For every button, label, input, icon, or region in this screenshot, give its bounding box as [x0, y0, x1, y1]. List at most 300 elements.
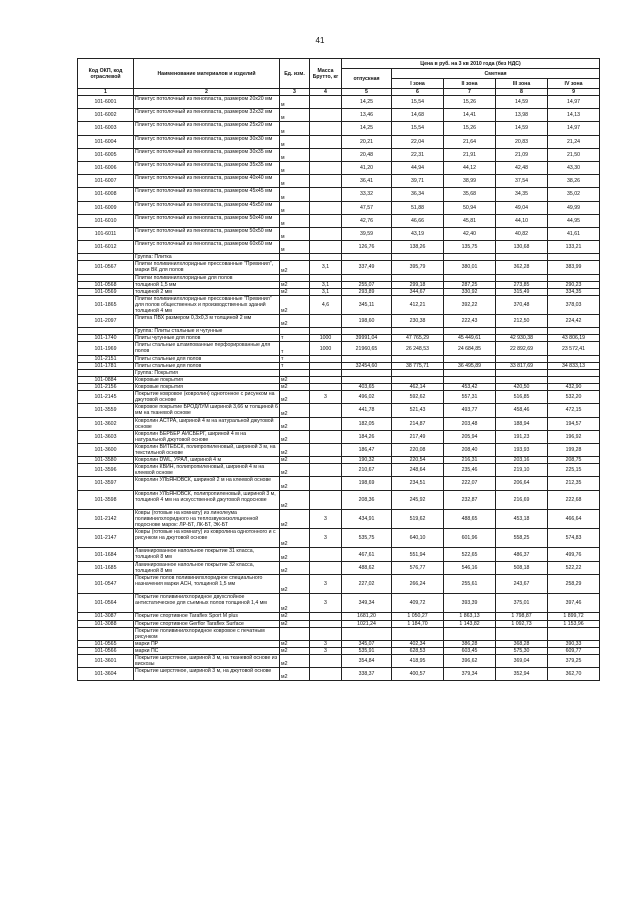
- cell-unit: м2: [280, 295, 310, 314]
- cell-z4: 43 806,19: [548, 335, 600, 342]
- cell-unit: м2: [280, 548, 310, 561]
- cell-p: [342, 369, 392, 376]
- cell-code: 101-6005: [78, 148, 134, 161]
- cell-name: Плитки поливинилхлоридные прессованные "Превинил" для полов общественных и производственных зданий толщиной 4 мм: [134, 295, 280, 314]
- cell-unit: м: [280, 214, 310, 227]
- cell-name: Группа: Покрытия: [134, 369, 280, 376]
- cell-z4: 14,97: [548, 96, 600, 109]
- cell-z3: 20,83: [496, 135, 548, 148]
- cell-z4: [548, 369, 600, 376]
- cell-z3: 34,35: [496, 188, 548, 201]
- cell-mass: [310, 627, 342, 640]
- cell-z4: 499,76: [548, 548, 600, 561]
- cell-code: 101-6006: [78, 161, 134, 174]
- table-row: [78, 295, 600, 314]
- col-num: 4: [310, 89, 342, 96]
- cell-z1: 36,34: [392, 188, 444, 201]
- cell-mass: [310, 613, 342, 620]
- cell-z3: [496, 627, 548, 640]
- col-num: 9: [548, 89, 600, 96]
- cell-z2: 45,81: [444, 214, 496, 227]
- cell-z2: 45 449,61: [444, 335, 496, 342]
- cell-code: 101-1684: [78, 548, 134, 561]
- cell-code: 101-3597: [78, 477, 134, 490]
- cell-mass: [310, 417, 342, 430]
- cell-z3: 352,94: [496, 668, 548, 681]
- cell-code: 101-1740: [78, 335, 134, 342]
- cell-z4: 383,99: [548, 261, 600, 274]
- cell-z1: 15,54: [392, 122, 444, 135]
- cell-name: Плинтус потолочный из пенопласта, размером 25х20 мм: [134, 122, 280, 135]
- cell-mass: [310, 548, 342, 561]
- cell-name: Плинтус потолочный из пенопласта, размером 50х40 мм: [134, 214, 280, 227]
- cell-mass: [310, 161, 342, 174]
- cell-name: Покрытие спортивное Gerflor Taraflex Surface: [134, 620, 280, 627]
- cell-mass: [310, 214, 342, 227]
- header-code: Код ОКП, код отраслевой: [78, 59, 134, 89]
- cell-mass: 3: [310, 647, 342, 654]
- cell-z3: 21,09: [496, 148, 548, 161]
- cell-name: Плинтус потолочный из пенопласта, размером 45х45 мм: [134, 188, 280, 201]
- cell-unit: м: [280, 175, 310, 188]
- cell-code: [78, 274, 134, 281]
- col-num: 2: [134, 89, 280, 96]
- cell-name: Плитки поливинилхлоридные для полов: [134, 274, 280, 281]
- cell-z3: 49,04: [496, 201, 548, 214]
- cell-z4: [548, 627, 600, 640]
- cell-z2: [444, 328, 496, 335]
- cell-unit: [280, 274, 310, 281]
- table-row: [78, 668, 600, 681]
- cell-mass: [310, 109, 342, 122]
- cell-unit: м2: [280, 261, 310, 274]
- cell-mass: 3,1: [310, 261, 342, 274]
- cell-z1: 521,43: [392, 404, 444, 417]
- cell-z2: 15,26: [444, 122, 496, 135]
- cell-z3: 369,04: [496, 654, 548, 667]
- cell-p: 210,67: [342, 464, 392, 477]
- cell-code: 101-3601: [78, 654, 134, 667]
- cell-name: Плитки поливинилхлоридные прессованные "Превинил", марки ВК для полов: [134, 261, 280, 274]
- table-row: [78, 574, 600, 593]
- cell-unit: м2: [280, 376, 310, 383]
- table-row: [78, 148, 600, 161]
- table-row: [78, 627, 600, 640]
- cell-z1: 22,31: [392, 148, 444, 161]
- cell-mass: [310, 654, 342, 667]
- cell-z1: [392, 376, 444, 383]
- cell-name: Ковровое покрытие БРОДЛУМ шириной 3,66 м толщиной 6 мм на тканевой основе: [135, 404, 278, 417]
- table-row: [78, 457, 600, 464]
- cell-z4: [548, 274, 600, 281]
- cell-z4: 212,35: [548, 477, 600, 490]
- cell-code: 101-2151: [78, 355, 134, 362]
- cell-name: Покрытие поливинилхлоридное ковровое с печатным рисунком: [134, 627, 280, 640]
- cell-z3: 22 892,69: [496, 342, 548, 355]
- cell-z4: 390,33: [548, 640, 600, 647]
- cell-mass: [310, 148, 342, 161]
- cell-z3: 558,25: [496, 529, 548, 548]
- cell-code: 101-1781: [78, 362, 134, 369]
- cell-p: 198,60: [342, 315, 392, 328]
- cell-z1: 402,34: [392, 640, 444, 647]
- cell-z4: [548, 328, 600, 335]
- cell-z3: [496, 355, 548, 362]
- cell-z2: [444, 376, 496, 383]
- cell-z3: 42,48: [496, 161, 548, 174]
- cell-mass: [310, 384, 342, 391]
- cell-z2: 235,46: [444, 464, 496, 477]
- cell-p: 1021,24: [342, 620, 392, 627]
- cell-name: Ковролин ВИТЕБСК, полипропиленовый, шириной 3 м, на текстильной основе: [134, 443, 280, 456]
- cell-z1: 245,92: [392, 490, 444, 509]
- cell-p: 354,84: [342, 654, 392, 667]
- table-row: [78, 335, 600, 342]
- cell-z4: 1 899,72: [548, 613, 600, 620]
- cell-z4: 466,64: [548, 509, 600, 528]
- cell-unit: [280, 627, 310, 640]
- cell-z4: 379,25: [548, 654, 600, 667]
- cell-z4: 194,57: [548, 417, 600, 430]
- cell-p: 126,76: [342, 241, 392, 254]
- cell-z4: 522,22: [548, 561, 600, 574]
- table-row: [78, 175, 600, 188]
- cell-mass: [310, 404, 342, 417]
- cell-mass: [310, 355, 342, 362]
- cell-z4: 14,13: [548, 109, 600, 122]
- cell-mass: [310, 188, 342, 201]
- cell-p: 41,20: [342, 161, 392, 174]
- table-row: [78, 548, 600, 561]
- cell-z2: 603,45: [444, 647, 496, 654]
- cell-z1: 43,19: [392, 227, 444, 240]
- cell-code: 101-0547: [78, 574, 134, 593]
- cell-unit: м: [280, 109, 310, 122]
- cell-z2: 453,42: [444, 384, 496, 391]
- cell-p: [342, 328, 392, 335]
- cell-code: 101-3598: [78, 490, 134, 509]
- cell-unit: м2: [280, 281, 310, 288]
- header-zone-3: III зона: [496, 79, 548, 89]
- cell-z1: 592,62: [392, 391, 444, 404]
- cell-z3: 188,94: [496, 417, 548, 430]
- cell-p: 535,75: [342, 529, 392, 548]
- cell-z2: 15,26: [444, 96, 496, 109]
- cell-z2: 203,48: [444, 417, 496, 430]
- table-row: [78, 135, 600, 148]
- table-row: [78, 362, 600, 369]
- cell-name: Ковролин УЛЬЯНОВСК, шириной 2 м на клеевой основе: [134, 477, 280, 490]
- cell-p: 337,49: [342, 261, 392, 274]
- cell-name: Покрытие поливинилхлоридное двухслойное антистатическое для съемных полов толщиной 1,4 мм: [134, 594, 280, 613]
- table-row: [78, 261, 600, 274]
- cell-z4: 21,24: [548, 135, 600, 148]
- cell-unit: м2: [280, 464, 310, 477]
- cell-code: 101-6002: [78, 109, 134, 122]
- cell-mass: [310, 376, 342, 383]
- cell-unit: м2: [280, 620, 310, 627]
- cell-z2: [444, 254, 496, 261]
- cell-z3: 362,28: [496, 261, 548, 274]
- cell-p: 535,91: [342, 647, 392, 654]
- cell-z2: 36 495,89: [444, 362, 496, 369]
- cell-unit: м2: [280, 430, 310, 443]
- cell-name: Плинтус потолочный из пенопласта, размером 30х30 мм: [134, 135, 280, 148]
- table-row: [78, 355, 600, 362]
- cell-unit: м: [280, 188, 310, 201]
- cell-code: [78, 328, 134, 335]
- table-row: [78, 274, 600, 281]
- cell-name: Покрытие спортивное Taraflex Sport M plus: [134, 613, 280, 620]
- cell-unit: м2: [280, 561, 310, 574]
- header-mass: Масса Брутто, кг: [310, 59, 342, 89]
- cell-z1: 38 775,71: [392, 362, 444, 369]
- cell-unit: м: [280, 122, 310, 135]
- table-row: [78, 288, 600, 295]
- cell-code: 101-0569: [78, 288, 134, 295]
- cell-unit: м2: [280, 391, 310, 404]
- cell-code: 101-2142: [78, 509, 134, 528]
- cell-mass: 3: [310, 640, 342, 647]
- cell-z4: 199,28: [548, 443, 600, 456]
- table-row: [78, 443, 600, 456]
- table-row: [78, 654, 600, 667]
- cell-z4: 196,92: [548, 430, 600, 443]
- cell-z4: 222,68: [548, 490, 600, 509]
- table-row: [78, 640, 600, 647]
- cell-z1: 395,79: [392, 261, 444, 274]
- cell-unit: м2: [280, 384, 310, 391]
- cell-p: 467,61: [342, 548, 392, 561]
- cell-name: толщиной 1,5 мм: [134, 281, 280, 288]
- cell-z3: 216,69: [496, 490, 548, 509]
- cell-mass: [310, 430, 342, 443]
- cell-z1: 51,88: [392, 201, 444, 214]
- cell-p: 42,76: [342, 214, 392, 227]
- cell-name: Ковры (готовые на комнату) из линолеума поливинилхлоридного на теплозвукоизоляционной подоснове марок: ЛР-БТ, ЛК-БТ, ЭК-БТ: [134, 509, 280, 528]
- cell-mass: 1000: [310, 335, 342, 342]
- cell-z2: 488,65: [444, 509, 496, 528]
- cell-code: 101-3604: [78, 668, 134, 681]
- cell-z3: 458,46: [496, 404, 548, 417]
- cell-z3: 315,49: [496, 288, 548, 295]
- cell-z4: 1 153,96: [548, 620, 600, 627]
- cell-name: Группа: Плиты стальные и чугунные: [134, 328, 280, 335]
- cell-mass: [310, 561, 342, 574]
- cell-z4: 43,30: [548, 161, 600, 174]
- cell-p: [342, 627, 392, 640]
- cell-mass: 3: [310, 574, 342, 593]
- cell-z4: [548, 355, 600, 362]
- cell-z1: 551,94: [392, 548, 444, 561]
- cell-z4: 35,02: [548, 188, 600, 201]
- cell-mass: [310, 201, 342, 214]
- cell-code: 101-2147: [78, 529, 134, 548]
- cell-z4: 44,95: [548, 214, 600, 227]
- cell-name: Ламинированное напольное покрытие 31 класса, толщиной 8 мм: [134, 548, 280, 561]
- cell-mass: [310, 274, 342, 281]
- cell-z2: 386,28: [444, 640, 496, 647]
- cell-unit: м2: [280, 654, 310, 667]
- cell-name: Ковролин УЛЬЯНОВСК, полипропиленовый, шириной 3 м, толщиной 4 мм на искусственной джутовой подоснове: [134, 490, 280, 509]
- cell-z1: 418,95: [392, 654, 444, 667]
- cell-z2: [444, 274, 496, 281]
- cell-z4: 23 572,41: [548, 342, 600, 355]
- cell-code: 101-6011: [78, 227, 134, 240]
- cell-z2: 208,40: [444, 443, 496, 456]
- cell-z2: 42,40: [444, 227, 496, 240]
- cell-code: [78, 627, 134, 640]
- cell-unit: м2: [280, 613, 310, 620]
- cell-mass: [310, 96, 342, 109]
- cell-z1: 412,21: [392, 295, 444, 314]
- cell-name: Ковролин АСТРА, шириной 4 м на натуральной джутовой основе: [134, 417, 280, 430]
- cell-code: [78, 369, 134, 376]
- table-row: [78, 594, 600, 613]
- cell-z1: 47 765,29: [392, 335, 444, 342]
- cell-p: 47,57: [342, 201, 392, 214]
- cell-mass: [310, 135, 342, 148]
- cell-z3: 370,48: [496, 295, 548, 314]
- cell-z1: 230,38: [392, 315, 444, 328]
- cell-mass: 4,6: [310, 295, 342, 314]
- cell-z2: 24 684,85: [444, 342, 496, 355]
- cell-p: 182,05: [342, 417, 392, 430]
- cell-z2: 392,22: [444, 295, 496, 314]
- cell-mass: 3: [310, 509, 342, 528]
- cell-name: Плинтус потолочный из пенопласта, размером 35х35 мм: [134, 161, 280, 174]
- cell-z2: [444, 355, 496, 362]
- cell-z1: 220,08: [392, 443, 444, 456]
- cell-code: 101-2097: [78, 315, 134, 328]
- cell-z1: 39,71: [392, 175, 444, 188]
- cell-z3: 375,01: [496, 594, 548, 613]
- cell-code: 101-3559: [78, 404, 134, 417]
- cell-z4: [548, 376, 600, 383]
- cell-z4: 432,90: [548, 384, 600, 391]
- cell-z4: 41,61: [548, 227, 600, 240]
- cell-z2: [444, 627, 496, 640]
- cell-name: Ковролин КВИН, полипропиленовый, шириной 4 м на клеевой основе: [134, 464, 280, 477]
- cell-code: 101-6012: [78, 241, 134, 254]
- cell-p: 186,47: [342, 443, 392, 456]
- col-num: 1: [78, 89, 134, 96]
- cell-z1: 640,10: [392, 529, 444, 548]
- cell-code: 101-1865: [78, 295, 134, 314]
- cell-code: 101-0566: [78, 647, 134, 654]
- cell-mass: [310, 241, 342, 254]
- cell-mass: 3: [310, 594, 342, 613]
- cell-z1: 344,67: [392, 288, 444, 295]
- cell-p: 184,26: [342, 430, 392, 443]
- cell-z3: 42 930,38: [496, 335, 548, 342]
- cell-code: 101-3580: [78, 457, 134, 464]
- cell-z3: 13,98: [496, 109, 548, 122]
- cell-name: Ковровые покрытия: [134, 376, 280, 383]
- cell-name: Плиты стальные для полов: [134, 362, 280, 369]
- cell-z1: 44,94: [392, 161, 444, 174]
- cell-z4: 34 833,13: [548, 362, 600, 369]
- cell-z1: 400,57: [392, 668, 444, 681]
- cell-code: 101-0564: [78, 594, 134, 613]
- cell-z3: 243,67: [496, 574, 548, 593]
- cell-unit: м2: [280, 417, 310, 430]
- cell-p: 33,32: [342, 188, 392, 201]
- cell-z4: 609,77: [548, 647, 600, 654]
- cell-p: 39,59: [342, 227, 392, 240]
- cell-z2: 1 863,13: [444, 613, 496, 620]
- cell-z2: 44,12: [444, 161, 496, 174]
- cell-z2: [444, 369, 496, 376]
- cell-code: 101-2156: [78, 384, 134, 391]
- table-row: [78, 391, 600, 404]
- cell-code: 101-3087: [78, 613, 134, 620]
- cell-name: марки ПР: [134, 640, 280, 647]
- cell-z3: [496, 328, 548, 335]
- cell-code: 101-2145: [78, 391, 134, 404]
- cell-z2: 287,25: [444, 281, 496, 288]
- cell-z2: 546,16: [444, 561, 496, 574]
- cell-p: 20,21: [342, 135, 392, 148]
- cell-z4: 378,03: [548, 295, 600, 314]
- cell-z2: 393,39: [444, 594, 496, 613]
- price-table: [77, 58, 600, 681]
- table-row: [78, 509, 600, 528]
- cell-z4: 14,97: [548, 122, 600, 135]
- cell-unit: м: [280, 161, 310, 174]
- header-price-title: Цена в руб. на 3 кв 2010 года (без НДС): [342, 59, 600, 69]
- cell-mass: [310, 490, 342, 509]
- cell-z3: 33 817,69: [496, 362, 548, 369]
- table-row: [78, 241, 600, 254]
- table-row: [78, 613, 600, 620]
- cell-z4: 532,20: [548, 391, 600, 404]
- cell-z1: 214,87: [392, 417, 444, 430]
- cell-p: [342, 355, 392, 362]
- cell-code: 101-0565: [78, 640, 134, 647]
- cell-p: 36,41: [342, 175, 392, 188]
- cell-z3: 273,85: [496, 281, 548, 288]
- cell-name: Плинтус потолочный из пенопласта, размером 40х40 мм: [134, 175, 280, 188]
- cell-unit: м: [280, 201, 310, 214]
- cell-z1: 15,54: [392, 96, 444, 109]
- cell-p: 441,78: [342, 404, 392, 417]
- cell-code: 101-0884: [78, 376, 134, 383]
- table-row: [78, 647, 600, 654]
- cell-z1: 46,66: [392, 214, 444, 227]
- cell-z2: 14,41: [444, 109, 496, 122]
- cell-p: 14,25: [342, 96, 392, 109]
- cell-z4: 21,50: [548, 148, 600, 161]
- cell-unit: м2: [280, 490, 310, 509]
- cell-code: 101-1969: [78, 342, 134, 355]
- cell-name: марки ПС: [134, 647, 280, 654]
- cell-z1: 26 248,53: [392, 342, 444, 355]
- cell-mass: 3: [310, 529, 342, 548]
- cell-name: Покрытие шерстяное, шириной 3 м, на джутовой основе: [134, 668, 280, 681]
- cell-z4: [548, 254, 600, 261]
- cell-name: Плинтус потолочный из пенопласта, размером 20х20 мм: [134, 96, 280, 109]
- cell-z2: 222,07: [444, 477, 496, 490]
- cell-z1: 138,26: [392, 241, 444, 254]
- cell-mass: [310, 122, 342, 135]
- cell-unit: м2: [280, 574, 310, 593]
- cell-p: 13,46: [342, 109, 392, 122]
- cell-z3: 1 798,87: [496, 613, 548, 620]
- column-numbers: [78, 89, 600, 96]
- cell-z2: 216,31: [444, 457, 496, 464]
- cell-unit: т: [280, 335, 310, 342]
